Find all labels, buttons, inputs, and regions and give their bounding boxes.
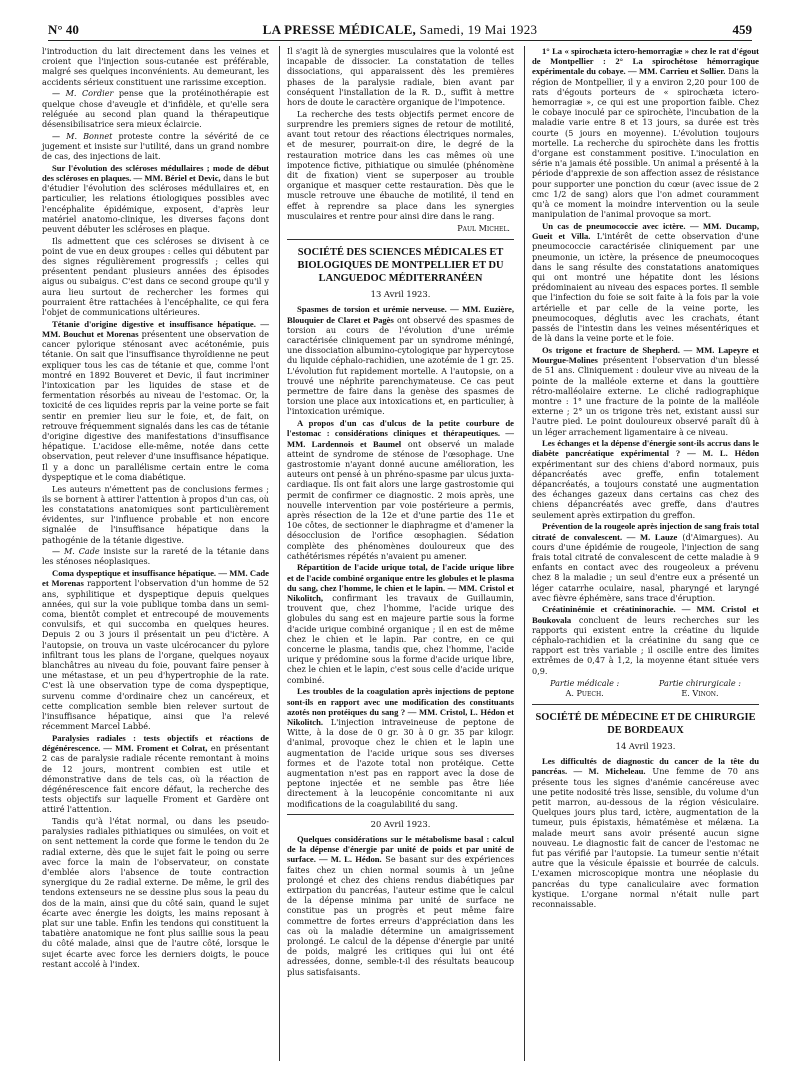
author: — M. Cordier: [52, 88, 114, 99]
author: — M. Cade: [52, 546, 100, 557]
signature: Paul Michel.: [457, 222, 510, 233]
paragraph: La recherche des tests objectifs permet encore de surprendre les premiers signes de retour de motilité, avant tout retour des réactions électriques normales, et de mesurer, pourrait-on dire, le degré de la restauration motrice dans les cas mêmes où une impotence fictive, pithiatique ou simulée (phénomène dit de fixation) vient se superposer au trouble organique et masquer cette restauration. Dès que le muscle retrouve une ébauche de motilité, il tend en effet à reprendre sa place dans les synergies musculaires et rentre pour ainsi dire dans le rang.: [287, 108, 514, 221]
session-date: 20 Avril 1923.: [370, 818, 431, 829]
article-text: expérimentant sur des chiens d'abord normaux, puis dépancréatés avec greffe, enfin totalement dépancréatés, a toujours constaté une augmentation des échanges gazeux dans certains cas chez des chiens dépancréatés avec greffe, dans d'autres seulement après extirpation du greffon.: [532, 458, 759, 520]
article-title: Coma dyspeptique et insuffisance hépatique. — MM. Cade et Morenas: [42, 568, 269, 589]
article: [287, 686, 514, 808]
signature-name: A. Puech.: [565, 687, 604, 698]
article-text: Se basant sur des expériences faites chez un chien normal soumis à un jeûne prolongé et chez des chiens rendus diabétiques par extirpation du pancréas, l'auteur estime que le calcul de la dépense minima par unité de surface ne constitue pas un progrès et peut même faire commettre de fortes erreurs d'appréciation dans les cas où la maladie détermine un amaigrissement prolongé. Le calcul de la dépense d'énergie par unité de poids, malgré les critiques qui lui ont été adressées, donne, semble-t-il des résultats beaucoup plus satisfaisants.: [287, 854, 514, 977]
article-text: ont observé un malade atteint de syndrome de sténose de l'œsophage. Une gastrostomie n'ayant donné aucune amélioration, les auteurs ont pensé à un phréno-spasme par ulcus juxta-cardiaque. Ils ont fait alors une large gastrostomie qui permit de confirmer ce diagnostic. 2 mois après, une nouvelle intervention par voie postérieure a permis, après résection de la 12e et d'une partie des 11e et 10e côtes, de sectionner le diaphragme et d'amener la désocclusion de l'orifice œsophagien. Sédation complète des phénomènes douloureux que des cathétérismes répétés n'avaient pu amener.: [287, 438, 515, 561]
article: [42, 319, 269, 482]
session-date: 14 Avril 1923.: [615, 740, 676, 751]
column-2: [287, 46, 514, 978]
article-text: Dans la région de Montpellier, il y a environ 2,20 pour 100 de rats d'égouts porteurs de « spirochæta ictero-hemorragiæ », ce qui est une proportion faible. Chez le cobaye inoculé par ce spirochète, l'incubation de la maladie varie entre 8 et 13 jours, sa durée est très courte (5 jours en moyenne). L'évolution toujours mortelle. La recherche du spirochète dans les frottis d'organe est constamment positive. L'inoculation en série n'a jamais été possible. Un animal a présenté à la période d'apprexie de son affection assez de résistance pour supporter une ponction du cœur (avec issue de 2 cmc 1/2 de sang) alors que l'on admet couramment qu'à ce moment la moindre intervention ou la seule manipulation de l'animal provoque sa mort.: [532, 66, 759, 220]
article-text: ont observé des spasmes de torsion au cours de l'évolution d'une urémie caractérisée cliniquement par un syndrome méningé, une dissociation albumino-cytologique par hypercytose du liquide céphalo-rachidien, une azotémie de 1 gr. 25. L'évolution fut rapidement mortelle. A l'autopsie, on a trouvé une néphrite parenchymateuse. Ce cas peut permettre de faire dans la genèse des spasmes de torsion une place aux intoxications et, en particulier, à l'intoxication urémique.: [287, 314, 514, 417]
article-title: 1° La « spirochæta ictero-hemorragiæ » chez le rat d'égout de Montpellier : 2° La spirochétose hémorragique expérimentale du cobaye. — MM. Carrieu et Sollier.: [532, 46, 759, 77]
article-text: présentent une observation de cancer pylorique sténosant avec acétonémie, puis tétanie. On sait que l'insuffisance thyroïdienne ne peut expliquer tous les cas de tétanie et que, comme l'ont montré en 1892 Bouveret et Devic, il faut incriminer l'intoxication par les liquides de stase et de fermentation résorbés au niveau de l'estomac. Or, la toxicité de ces liquides repris par la veine porte se fait sentir en premier lieu sur le foie, et, de fait, on retrouve fréquemment signalés dans les cas de tétanie d'origine digestive des manifestations d'insuffisance hépatique. L'acidose elle-même, notée dans cette observation, peut relever d'une insuffisance hépatique. Il y a donc un parallélisme certain entre le coma dyspeptique et le coma diabétique.: [42, 328, 269, 482]
signature-label: Partie médicale :: [550, 677, 620, 688]
article-text: rapportent l'observation d'un homme de 52 ans, syphilitique et dyspeptique depuis quelques années, qui sur la voie publique tomba dans un semi-coma, bientôt complet et entrecoupé de mouvements convulsifs, et qui succomba en quelques heures. Depuis 2 ou 3 jours il présentait un peu d'ictère. A l'autopsie, on trouva un vaste ulcérocancer du pylore infiltrant tous les plans de l'organe, quelques noyaux blanchâtres au niveau du foie, pouvant faire penser à une métastase, et un peu d'hypertrophie de la rate. C'est là une observation type de coma dyspeptique, survenu comme d'ordinaire chez un cancéreux, et cette complication semble bien relever surtout de l'insuffisance hépatique, ainsi que l'a relevé récemment Marcel Labbé.: [42, 578, 269, 732]
society-heading: SOCIÉTÉ DES SCIENCES MÉDICALES ET BIOLOGIQUES DE MONTPELLIER ET DU LANGUEDOC MÉDITERRANÉEN: [287, 239, 514, 285]
article: [287, 562, 514, 684]
article-text: (d'Aimargues). Au cours d'une épidémie de rougeole, l'injection de sang frais total citraté de convalescent de cette maladie à 9 enfants en contact avec des rougeoleux a prévenu chez 8 la maladie ; un seul d'entre eux a présenté un léger catarrhe oculaire, nasal, pharyngé et laryngé avec fièvre éphémère, sans trace d'éruption.: [532, 531, 759, 603]
paragraph-text: insiste sur la rareté de la tétanie dans les sténoses néoplasiques.: [42, 546, 269, 567]
issue-number: N° 40: [48, 22, 79, 37]
paragraph: Les auteurs n'émettent pas de conclusions fermes ; ils se bornent à attirer l'attention à propos d'un cas, où les constatations anatomiques sont particulièrement évidentes, sur l'influence probable et non encore signalée de l'insuffisance hépatique dans la pathogénie de la tétanie digestive.: [42, 483, 269, 545]
secretaries-signature: [532, 678, 759, 698]
divider: [287, 814, 514, 815]
article-title: Prévention de la rougeole après injection de sang frais total citraté de convalescent. — M. Lauze: [532, 521, 759, 542]
article: [42, 163, 269, 234]
article-title: Sur l'évolution des scléroses médullaires ; mode de début des scléroses en plaques. — MM. Bériel et Devic,: [42, 162, 269, 183]
paragraph: Ils admettent que ces scléroses se divisent à ce point de vue en deux groupes : celles qui débutent par des signes régulièrement progressifs ; celles qui présentent pendant plusieurs années des épisodes aigus ou subaigus. C'est dans ce second groupe qu'il y aura lieu surtout de rechercher les formes qui pourraient être rattachées à l'encéphalite, ce qui fera l'objet de communications ultérieures.: [42, 235, 269, 318]
signature-right: [659, 678, 741, 698]
paragraph-text: pense que la protéinothérapie est quelque chose d'aveugle et d'infidèle, et qu'elle sera reléguée au second plan quand la thérapeutique désensibilisatrice sera mieux éclaircie.: [42, 88, 270, 129]
article: [42, 733, 269, 815]
signature-name: E. Vinon.: [681, 687, 719, 698]
article-text: concluent de leurs recherches sur les rapports qui existent entre la créatine du liquide céphalo-rachidien et la créatinine du sang que ce rapport est très variable ; il oscille entre des limites extrêmes de 0,47 à 1,2, la moyenne étant située vers 0,9.: [532, 614, 759, 676]
column-3: [532, 46, 759, 911]
column-1: [42, 46, 269, 971]
article: [532, 521, 759, 603]
article-title: Créatininémie et créatininorachie. — MM. Cristol et Boukovala: [532, 604, 759, 625]
column-divider: [279, 46, 280, 1061]
article-title: Répartition de l'acide urique total, de l'acide urique libre et de l'acide combiné organique entre les globules et le plasma du sang, chez l'homme, le chien et le lapin. — MM. Cristol et Nikolitch,: [287, 562, 514, 604]
journal-name: LA PRESSE MÉDICALE,: [262, 22, 417, 37]
signature-label: Partie chirurgicale :: [658, 677, 741, 688]
article-title: Spasmes de torsion et urémie nerveuse. — MM. Euzière, Blouquier de Claret et Pagès: [287, 304, 514, 325]
page-header: [48, 20, 752, 42]
article-text: en présentant 2 cas de paralysie radiale récente remontant à moins de 12 jours, montrent combien est utile et démonstrative dans de tels cas, où la réaction de dégénérescence fait encore défaut, la recherche des tests objectifs sur laquelle Froment et Gardère ont attiré l'attention.: [42, 743, 269, 815]
article-text: L'intérêt de cette observation d'une pneumococcie caractérisée cliniquement par une pneumonie, un ictère, la présence de pneumocoques dans le sang résulte des constatations anatomiques qui ont montré une hépatite dont les lésions prédominaient au niveau des espaces portes. Il semble que l'infection du foie se soit faite à la fois par la voie artérielle et par celle de la veine porte, les pneumocoques, déglutis avec les crachats, étant passés de l'intestin dans les veines mésentériques et de là dans la veine porte et le foie.: [532, 231, 759, 344]
article: [287, 418, 514, 561]
article-title: Tétanie d'origine digestive et insuffisance hépatique. — MM. Bouchut et Morenas: [42, 318, 269, 339]
paragraph: l'introduction du lait directement dans les veines et croient que l'injection sous-cutanée est préférable, malgré ses quelques inconvénients. Au demeurant, les accidents sérieux constituent une rarissime exception.: [42, 46, 269, 87]
column-divider: [524, 46, 525, 1061]
article: [42, 568, 269, 731]
paragraph: [42, 546, 269, 566]
society-heading: SOCIÉTÉ DE MÉDECINE ET DE CHIRURGIE DE BORDEAUX: [532, 704, 759, 737]
header-rule: [48, 40, 752, 41]
article-text: L'injection intraveineuse de peptone de Witte, à la dose de 0 gr. 30 à 0 gr. 35 par kilogr. d'animal, provoque chez le chien et le lapin une augmentation de l'acide urique sous ses diverses formes et de l'azote total non protéique. Cette augmentation n'est pas en rapport avec la dose de peptone injectée et ne semble pas être liée directement à la leucopénie concomitante ni aux modifications de la coagulabilité du sang.: [287, 716, 514, 809]
author: — M. Bonnet: [52, 130, 113, 141]
article-title: Les troubles de la coagulation après injections de peptone sont-ils en rapport avec une modification des constituants azotés non protéiques du sang ? — MM. Cristol, L. Hédon et Nikolitch.: [287, 686, 514, 727]
signature-left: [550, 678, 619, 698]
article-title: Os trigone et fracture de Shepherd. — MM. Lapeyre et Mourgue-Molines: [532, 344, 759, 366]
article: [532, 756, 759, 909]
article-title: Les échanges et la dépense d'énergie sont-ils accrus dans le diabète pancréatique expérimental ? — M. L. Hédon: [532, 438, 759, 459]
article: [532, 221, 759, 343]
article-text: présentent l'observation d'un blessé de 51 ans. Cliniquement : douleur vive au niveau de la pointe de la malléole externe et dans la gouttière rétro-malléolaire externe. Le cliché radiographique montre : 1° une fracture de la pointe de la malléole externe ; 2° un os trigone très net, existant aussi sur l'autre pied. Le point douloureux observé paraît dû à un léger arrachement ligamentaire à ce niveau.: [532, 355, 759, 437]
article: [532, 438, 759, 520]
article-title: Paralysies radiales : tests objectifs et réactions de dégénérescence. — MM. Froment et Colrat,: [42, 732, 269, 754]
article: [287, 304, 514, 416]
paragraph: [42, 131, 269, 162]
page-number: 459: [732, 22, 752, 37]
paragraph: Il s'agit là de synergies musculaires que la volonté est incapable de dissocier. La constatation de telles dissociations, qui apparaissent dès les premières phases de la paralysie radiale, bien avant par conséquent l'installation de la R. D., suffit à mettre hors de doute le caractère organique de l'impotence.: [287, 46, 514, 108]
paragraph-text: proteste contre la sévérité de ce jugement et insiste sur l'utilité, dans un grand nombre de cas, des injections de lait.: [42, 130, 269, 162]
article: [532, 46, 759, 219]
article-title: Quelques considérations sur le métabolisme basal : calcul de la dépense d'énergie par unité de poids et par unité de surface. — M. L. Hédon.: [287, 834, 514, 865]
article-text: confirmant les travaux de Guillaumin, trouvent que, chez l'homme, l'acide urique des globules du sang est en majeure partie sous la forme d'acide urique combiné organique ; il en est de même chez le chien et le lapin. Par contre, en ce qui concerne le plasma, tandis que, chez l'homme, l'acide urique y prédomine sous la forme d'acide urique libre, chez le chien et le lapin, c'est sous celle d'acide urique combiné.: [287, 593, 514, 685]
session-date: 13 Avril 1923.: [370, 289, 431, 300]
article-title: A propos d'un cas d'ulcus de la petite courbure de l'estomac : considérations cliniques et thérapeutiques. — MM. Lardennois et Baumel: [287, 418, 514, 449]
issue-date: Samedi, 19 Mai 1923: [419, 22, 538, 37]
article-text: Une femme de 70 ans présente tous les signes d'anémie cancéreuse avec une petite nodosité très lisse, sensible, du volume d'un petit marron, au-dessous de la région vésiculaire. Quelques jours plus tard, ictère, augmentation de la tumeur, puis épistaxis, hématémèse et mélæna. La malade meurt sans avoir présenté aucun signe nouveau. Le diagnostic fait de cancer de l'estomac ne fut pas vérifié par l'autopsie. La tumeur sentie n'était autre que la vésicule épaissie et bourrée de calculs. L'examen microscopique montra une néoplasie du pancréas du type canaliculaire avec formation kystique. L'organe normal n'était nulle part reconnaissable.: [532, 766, 759, 909]
article: [287, 834, 514, 977]
article-title: Un cas de pneumococcie avec ictère. — MM. Ducamp, Gueit et Villa.: [532, 220, 759, 242]
paragraph: [42, 88, 269, 129]
article: [532, 345, 759, 437]
article: [532, 604, 759, 675]
paragraph: Tandis qu'à l'état normal, ou dans les pseudo-paralysies radiales pithiatiques ou simulées, on voit et on sent nettement la corde que forme le tendon du 2e radial externe, dès que le sujet fait le poing ou serre avec force la main de l'observateur, on constate d'emblée alors l'absence de toute contraction synergique du 2e radial externe. De même, le gril des tendons extenseurs ne se dessine plus sous la peau du dos de la main, ainsi que du côté sain, quand le sujet écarte avec énergie les doigts, les mains reposant à plat sur une table. Enfin les tendons qui constituent la tabatière anatomique ne font plus saillie sous la peau du côté malade, ainsi que de l'autre côté, lorsque le sujet écarte avec force les derniers doigts, le pouce restant accolé à l'index.: [42, 816, 269, 969]
article-text: dans le but d'étudier l'évolution des scléroses médullaires et, en particulier, les relations étiologiques possibles avec l'encéphalite épidémique, exposent, d'après leur matériel anatomo-clinique, les diverses façons dont peuvent débuter les scléroses en plaque.: [42, 172, 269, 234]
running-title: [48, 22, 752, 38]
article-title: Les difficultés de diagnostic du cancer de la tête du pancréas. — M. Micheleau.: [532, 756, 759, 777]
